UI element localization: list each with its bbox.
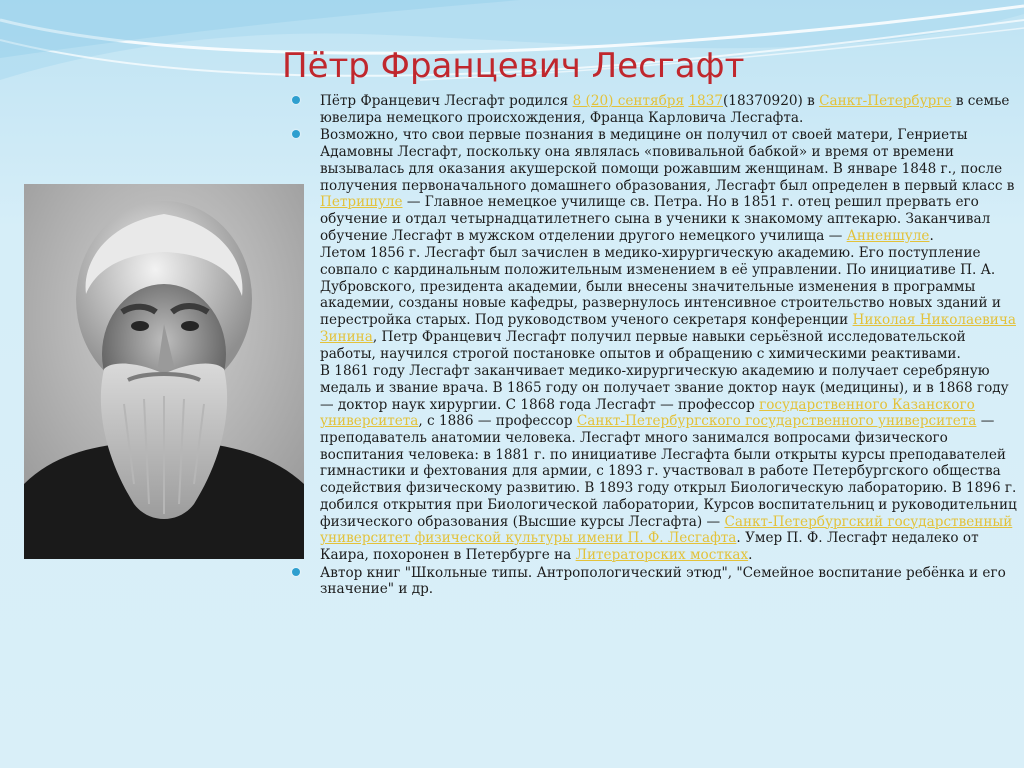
- text-segment: , с 1886 — профессор: [418, 413, 577, 430]
- text-segment: — Главное немецкое училище св. Петра. Но в 1851 г. отец решил прервать его обучение и отдал четырнадцатилетнего сына в ученики к знакомому аптекарю. Заканчивал обучение Лесгафт в мужском отделении другого немецкого училища —: [320, 194, 991, 244]
- wiki-link[interactable]: Николая Николаевича Зинина: [320, 312, 1016, 345]
- text-segment: Пётр Францевич Лесгафт родился: [320, 93, 573, 109]
- text-segment: , Петр Францевич Лесгафт получил первые навыки серьёзной исследовательской работы, научился строгой постановке опытов и обращению с химическими реактивами.: [320, 328, 966, 362]
- text-segment: Летом 1856 г. Лесгафт был зачислен в медико-хирургическую академию. Его поступление совпало с кардинальным положительным изменением в её управлении. По инициативе П. А. Дубровского, президента академии, были внесены значительные изменения в программы академии, созданы новые кафедры, развернулось интенсивное строительство новых зданий и перестройка старых. Под руководством ученого секретаря конференции: [320, 245, 1001, 329]
- text-segment: Автор книг "Школьные типы. Антропологический этюд", "Семейное воспитание ребёнка и его значение" и др.: [320, 564, 1006, 598]
- bullet-icon: [292, 568, 300, 576]
- biography-text: [292, 93, 1020, 599]
- wiki-link[interactable]: 1837: [688, 93, 723, 109]
- bullet-item: [292, 93, 1020, 126]
- wiki-link[interactable]: Петришуле: [320, 194, 403, 211]
- wiki-link[interactable]: Санкт-Петербургский государственный университет физической культуры имени П. Ф. Лесгафта: [320, 513, 1013, 547]
- text-segment: . Умер П. Ф. Лесгафт недалеко от Каира, похоронен в Петербурге на: [320, 530, 979, 563]
- paragraph: [292, 363, 1020, 563]
- bullet-icon: [292, 130, 300, 138]
- portrait-photo: [24, 184, 304, 559]
- bullet-icon: [292, 96, 300, 104]
- bullet-item: [292, 565, 1020, 598]
- text-segment: (18370920) в: [723, 93, 820, 109]
- wiki-link[interactable]: Санкт-Петербурге: [819, 93, 952, 109]
- slide-title: Пётр Францевич Лесгафт: [282, 46, 745, 86]
- text-segment: .: [929, 227, 934, 244]
- wiki-link[interactable]: Санкт-Петербургского государственного университета: [576, 413, 977, 430]
- wiki-link[interactable]: государственного Казанского университета: [320, 396, 975, 430]
- text-segment: Возможно, что свои первые познания в медицине он получил от своей матери, Генриеты Адамовны Лесгафт, поскольку она являлась «повивальной бабкой» и время от времени вызывалась для оказания акушерской помощи рожавшим женщинам. В январе 1848 г., после получения первоначального домашнего образования, Лесгафт был определен в первый класс в: [320, 127, 1015, 194]
- bullet-item: [292, 127, 1020, 244]
- paragraph: [292, 245, 1020, 362]
- text-segment: в семье ювелира немецкого происхождения, Франца Карловича Лесгафта.: [320, 93, 1010, 126]
- text-segment: — преподаватель анатомии человека. Лесгафт много занимался вопросами физического воспитания человека: в 1881 г. по инициативе Лесгафта были открыты курсы преподавателей гимнастики и фехтования для армии, с 1893 г. участвовал в работе Петербургского общества содействия физическому развитию. В 1893 году открыл Биологическую лабораторию. В 1896 г. добился открытия при Биологической лаборатории, Курсов воспитательниц и руководительниц физического образования (Высшие курсы Лесгафта) —: [320, 413, 1017, 530]
- wiki-link[interactable]: 8 (20) сентября: [572, 93, 685, 109]
- text-segment: .: [748, 546, 753, 563]
- text-segment: В 1861 году Лесгафт заканчивает медико-хирургическую академию и получает серебряную медаль и звание врача. В 1865 году он получает звание доктор наук (медицины), и в 1868 году — доктор наук хирургии. С 1868 года Лесгафт — профессор: [320, 363, 1009, 413]
- wiki-link[interactable]: Литераторских мостках: [575, 546, 749, 563]
- wiki-link[interactable]: Анненшуле: [846, 227, 930, 244]
